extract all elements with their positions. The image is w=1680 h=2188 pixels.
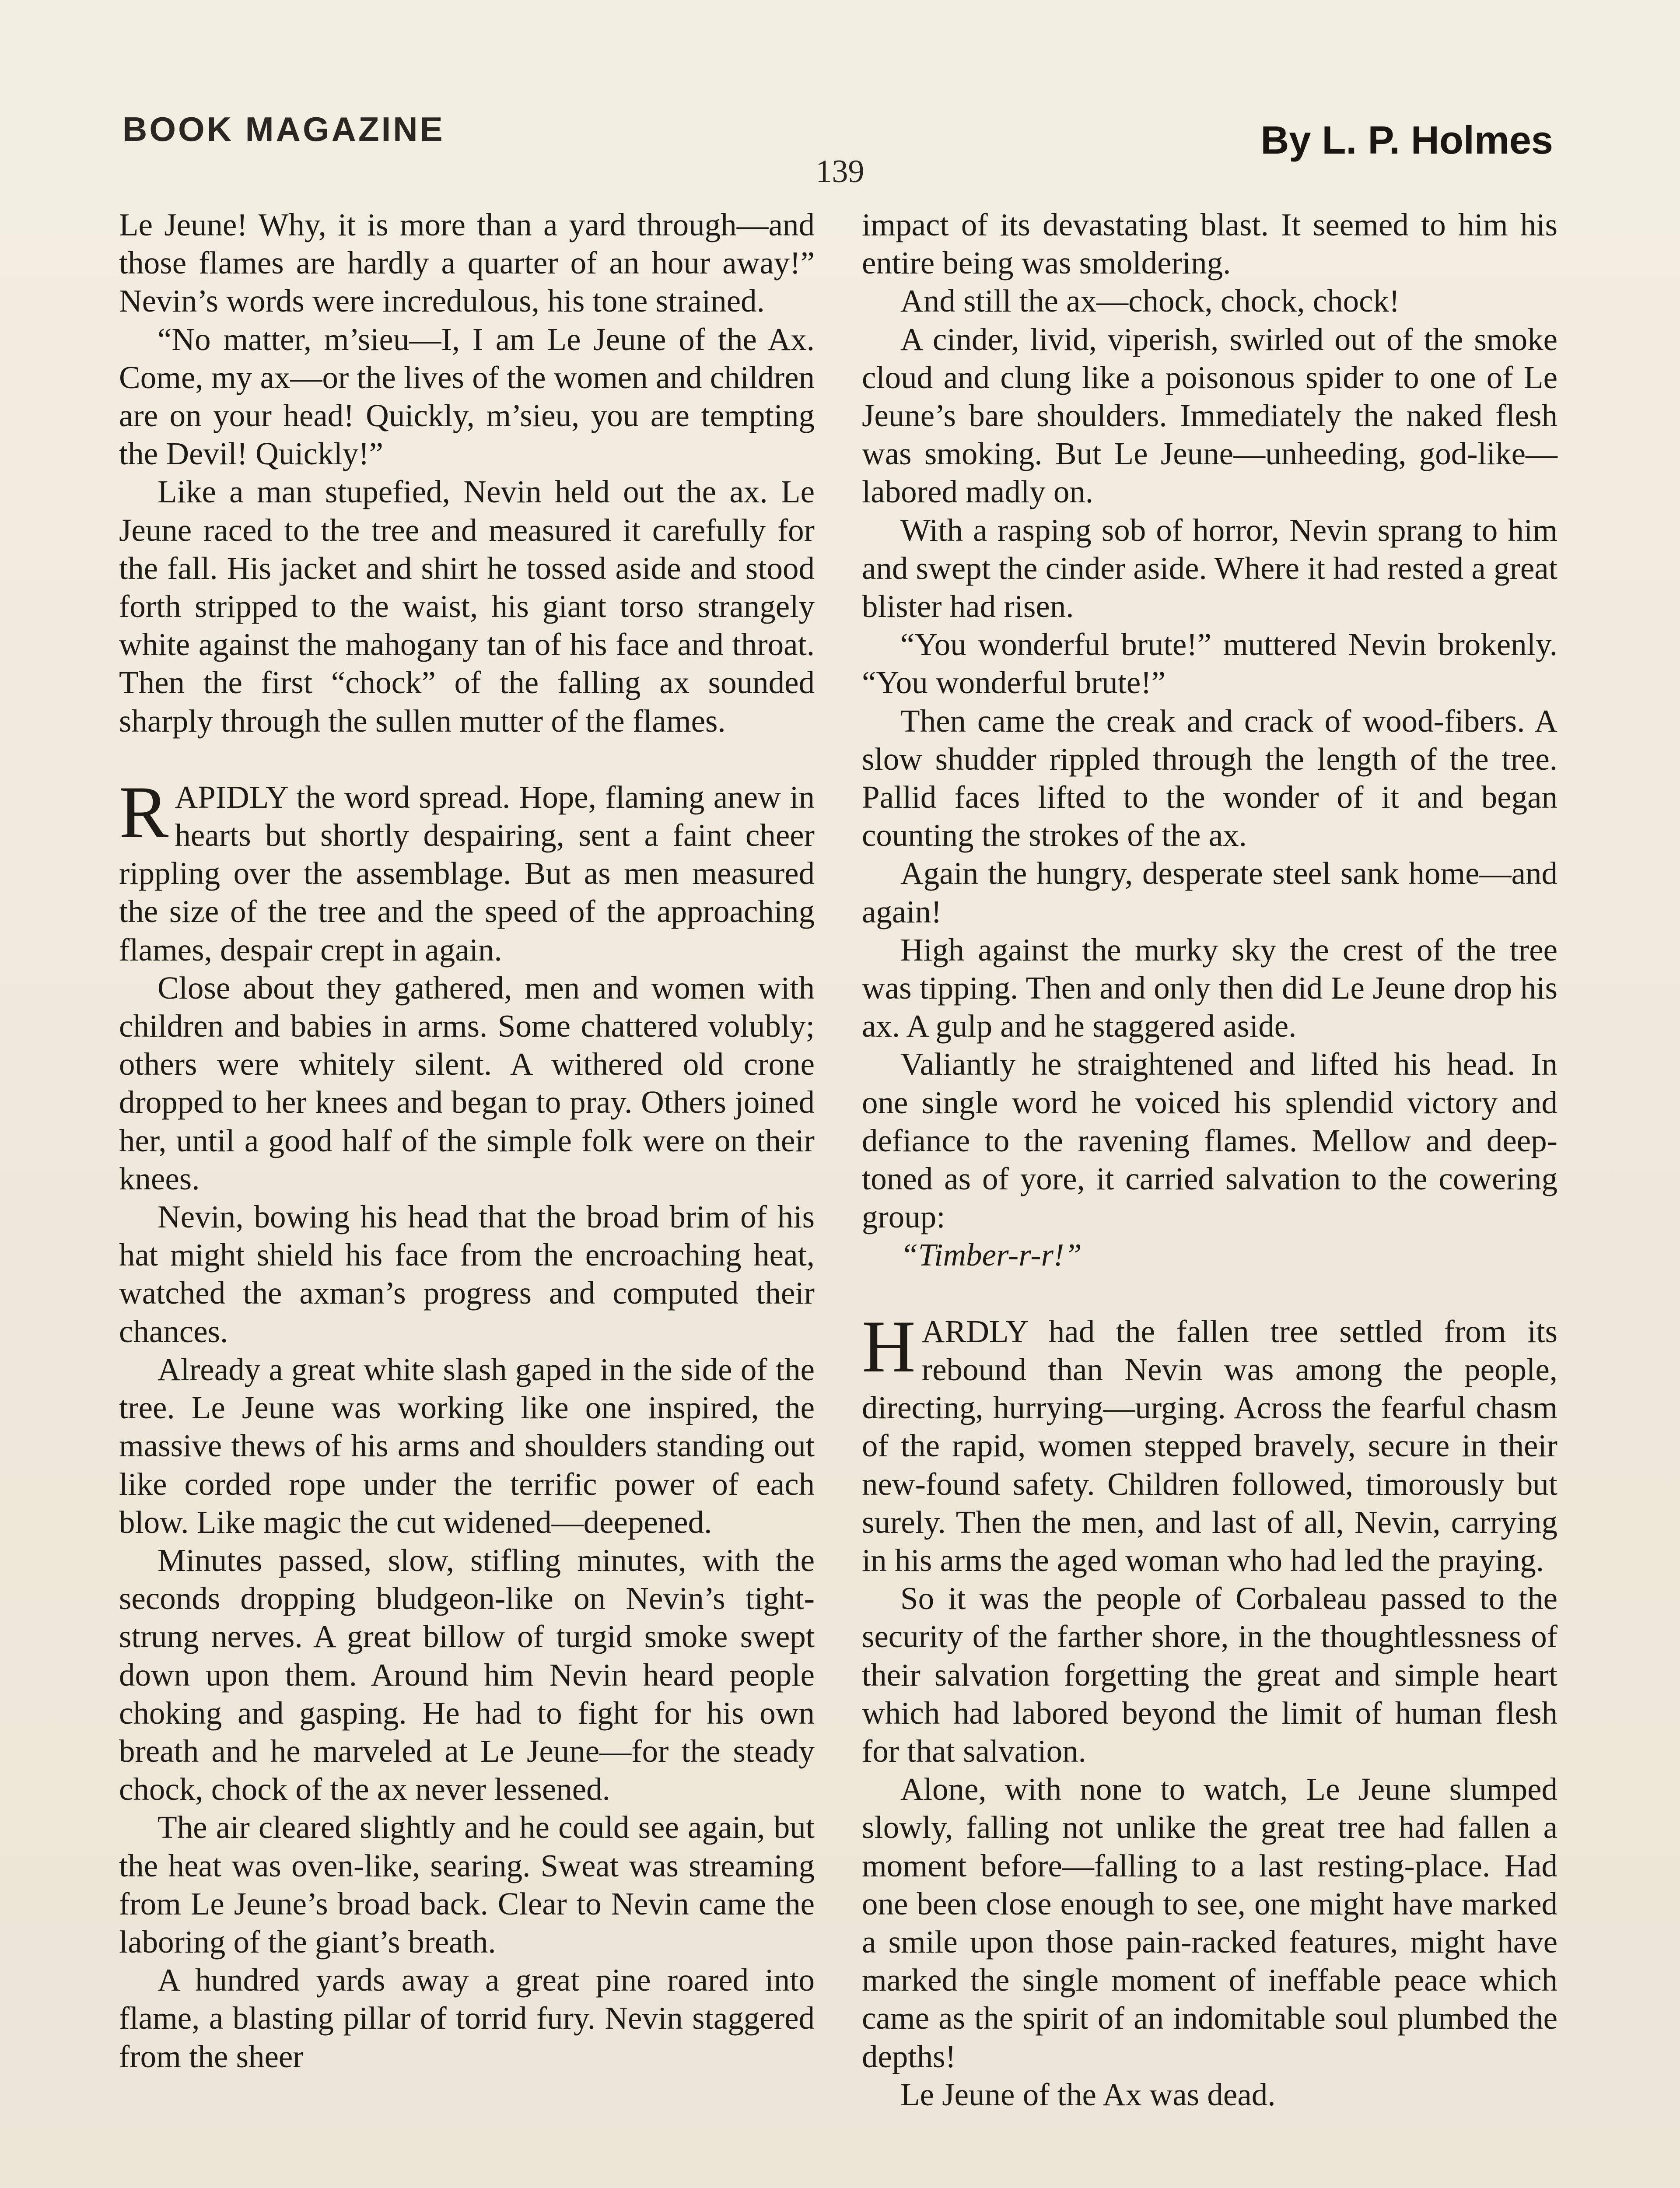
page-number: 139 <box>816 154 864 189</box>
magazine-title: BOOK MAGAZINE <box>122 110 445 148</box>
paragraph: Close about they gathered, men and women with children and babies in arms. Some chattered volubly; others were whitely silent. A withered old crone dropped to her knees and began to pray. Others joined her, until a good half of the simple folk were on their knees. <box>119 970 815 1196</box>
paragraph: So it was the people of Corbaleau passed to the security of the farther shore, in the thoughtlessness of their salvation forgetting the great and simple heart which had labored beyond the limit of human flesh for that salvation. <box>862 1581 1558 1769</box>
paragraph: impact of its devastating blast. It seemed to him his entire being was smoldering. <box>862 207 1558 281</box>
paragraph: Then came the creak and crack of wood-fibers. A slow shudder rippled through the length of the tree. Pallid faces lifted to the wonder of it and began counting the strokes of the ax. <box>862 703 1558 853</box>
right-column <box>862 206 1558 2114</box>
paragraph: Valiantly he straightened and lifted his head. In one single word he voiced his splendid victory and defiance to the ravening flames. Mellow and deep-toned as of yore, it carried salvation to the cowering group: <box>862 1046 1558 1235</box>
paragraph: And still the ax—chock, chock, chock! <box>900 283 1400 319</box>
paragraph: Again the hungry, desperate steel sank home—and again! <box>862 856 1558 929</box>
paragraph: Like a man stupefied, Nevin held out the ax. Le Jeune raced to the tree and measured it carefully for the fall. His jacket and shirt he tossed aside and stood forth stripped to the waist, his giant torso strangely white against the mahogany tan of his face and throat. Then the first “chock” of the falling ax sounded sharply through the sullen mutter of the flames. <box>119 474 815 739</box>
section-opening-paragraph <box>119 771 815 969</box>
drop-cap: H <box>862 1305 916 1388</box>
paragraph: A hundred yards away a great pine roared into flame, a blasting pillar of torrid fury. Nevin staggered from the sheer <box>119 1962 815 2074</box>
paragraph: Already a great white slash gaped in the side of the tree. Le Jeune was working like one inspired, the massive thews of his arms and shoulders standing out like corded rope under the terrific power of each blow. Like magic the cut widened—deepened. <box>119 1351 815 1540</box>
paragraph: High against the murky sky the crest of the tree was tipping. Then and only then did Le Jeune drop his ax. A gulp and he staggered aside. <box>862 932 1558 1044</box>
paragraph-text: ARDLY had the fallen tree settled from its rebound than Nevin was among the people, directing, hurrying—urging. Across the fearful chasm of the rapid, women stepped bravely, secure in their new-found safety. Children followed, timorously but surely. Then the men, and last of all, Nevin, carrying in his arms the aged woman who had led the praying. <box>862 1313 1558 1578</box>
paragraph: “You wonderful brute!” muttered Nevin brokenly. “You wonderful brute!” <box>862 627 1558 701</box>
paragraph: With a rasping sob of horror, Nevin sprang to him and swept the cinder aside. Where it had rested a great blister had risen. <box>862 512 1558 624</box>
paragraph-text: APIDLY the word spread. Hope, flaming anew in hearts but shortly despairing, sent a faint cheer rippling over the assemblage. But as men measured the size of the tree and the speed of the approaching flames, despair crept in again. <box>119 779 815 968</box>
paragraph: A cinder, livid, viperish, swirled out of the smoke cloud and clung like a poisonous spider to one of Le Jeune’s bare shoulders. Immediately the naked flesh was smoking. But Le Jeune—unheeding, god-like—labored madly on. <box>862 321 1558 510</box>
paragraph: Le Jeune of the Ax was dead. <box>900 2076 1276 2112</box>
paragraph: Minutes passed, slow, stifling minutes, with the seconds dropping bludgeon-like on Nevin’s tight-strung nerves. A great billow of turgid smoke swept down upon them. Around him Nevin heard people choking and gasping. He had to fight for his own breath and he marveled at Le Jeune—for the steady chock, chock of the ax never lessened. <box>119 1542 815 1807</box>
section-opening-paragraph <box>862 1305 1558 1579</box>
author-byline: By L. P. Holmes <box>1260 119 1553 162</box>
paragraph: Alone, with none to watch, Le Jeune slumped slowly, falling not unlike the great tree had fallen a moment before—falling to a last resting-place. Had one been close enough to see, one might have marked a smile upon those pain-racked features, might have marked the single moment of ineffable peace which came as the spirit of an indomitable soul plumbed the depths! <box>862 1771 1558 2074</box>
paragraph: The air cleared slightly and he could see again, but the heat was oven-like, searing. Sweat was streaming from Le Jeune’s broad back. Clear to Nevin came the laboring of the giant’s breath. <box>119 1809 815 1960</box>
paragraph: “No matter, m’sieu—I, I am Le Jeune of the Ax. Come, my ax—or the lives of the women and children are on your head! Quickly, m’sieu, you are tempting the Devil! Quickly!” <box>119 321 815 472</box>
paragraph: Nevin, bowing his head that the broad brim of his hat might shield his face from the encroaching heat, watched the axman’s progress and computed their chances. <box>119 1199 815 1349</box>
paragraph: Le Jeune! Why, it is more than a yard through—and those flames are hardly a quarter of an hour away!” Nevin’s words were incredulous, his tone strained. <box>119 207 815 319</box>
left-column <box>119 206 815 2076</box>
drop-cap: R <box>119 771 169 853</box>
paragraph: “Timber-r-r!” <box>900 1237 1082 1273</box>
